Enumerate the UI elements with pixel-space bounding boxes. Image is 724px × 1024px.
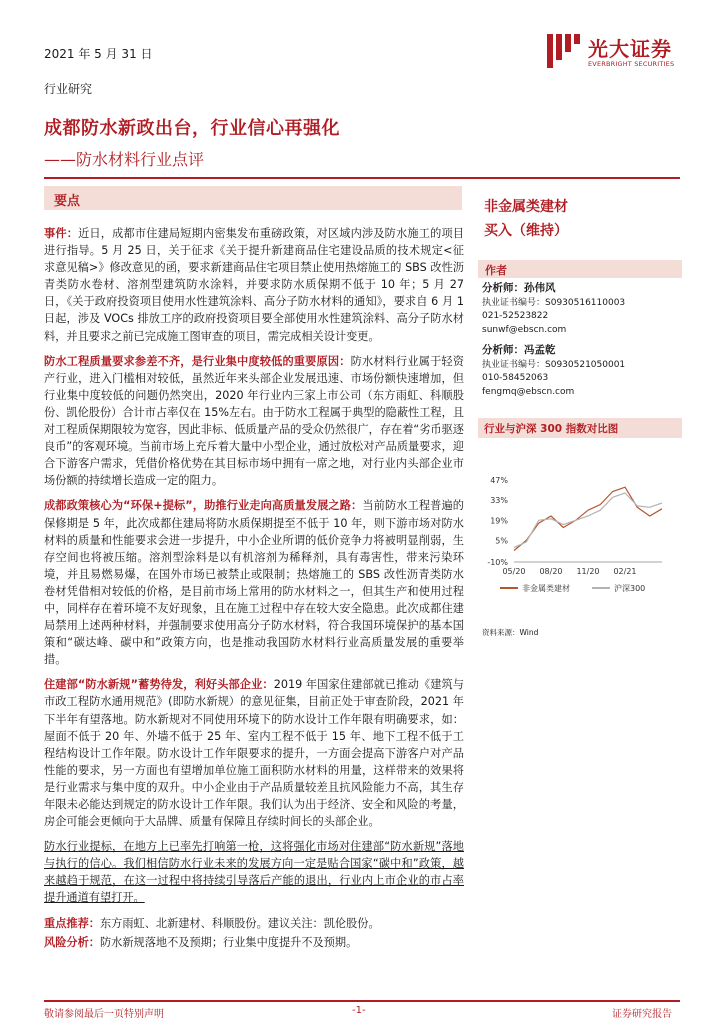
chart-title-band [478,418,682,438]
chart-title: 行业与沪深 300 指数对比图 [484,423,619,435]
y-tick-label: 19% [490,516,508,526]
y-tick-label: 33% [490,496,508,506]
authors-label: 作者 [485,264,507,277]
report-date: 2021 年 5 月 31 日 [44,47,153,61]
paragraph-text: 防水新规落地不及预期；行业集中度提升不及预期。 [99,935,358,949]
paragraph-lead: 成都政策核心为“环保+提标”，助推行业走向高质量发展之路： [44,499,363,513]
rating: 买入（维持） [484,223,568,239]
legend-label: 非金属类建材 [522,584,570,593]
x-tick-label: 11/20 [576,567,600,576]
y-tick-label: -10% [487,558,508,567]
paragraph-quality [44,353,464,490]
y-tick-label: 5% [495,536,508,546]
analyst-cert: 执业证书编号：S0930521050001 [482,359,626,370]
analyst-phone: 021-52523822 [482,311,549,321]
footer-report-type: 证券研究报告 [612,1009,672,1020]
paragraph-lead: 风险分析： [44,935,100,949]
page-number: -1- [352,1005,366,1016]
footer-divider [44,1000,680,1002]
paragraph-lead: 事件： [44,227,79,240]
sector-name: 非金属类建材 [484,199,568,215]
analyst-name: 分析师：孙伟风 [482,282,556,294]
main-body [44,225,464,959]
footer-disclaimer[interactable]: 敬请参阅最后一页特别声明 [44,1009,164,1020]
paragraph-new-rules [44,676,464,830]
paragraph-event [44,225,464,345]
analyst-email[interactable]: fengmq@ebscn.com [482,386,575,397]
paragraph-lead: 防水工程质量要求参差不齐，是行业集中度较低的重要原因： [44,354,351,368]
key-points-label: 要点 [54,194,81,209]
chart-source: 资料来源：Wind [482,628,539,637]
paragraph-text: 东方雨虹、北新建材、科顺股份。建议关注：凯伦股份。 [99,916,380,930]
report-category: 行业研究 [44,82,93,96]
y-tick-label: 47% [490,476,508,485]
page-title: 成都防水新政出台，行业信心再强化 [44,118,340,139]
paragraph-text: 近日，成都市住建局短期内密集发布重磅政策，对区域内涉及防水施工的项目进行指导。5 月 25 日，关于征求《关于提升新建商品住宅建设品质的技术规定<征求意见稿>》修改意见的函，要求新建商品住宅项目禁止使用热熔施工的 SBS 改性沥青类防水卷材、溶剂型建筑防水涂料，并要求防水质保期不低于 10 年；5 月 27 日，《关于政府投资项目使用水性建筑涂料、高分子防水材料的通知》，要求自 6 月 1 日起，涉及 VOCs 排放工序的政府投资项目要全部使用水性建筑涂料、高分子防水材料，并且要求之前已完成施工图审查的项目，需完成相关设计变更。 [44,227,464,343]
logo-text: 光大证券 [588,37,672,61]
legend-label: 沪深300 [614,584,646,593]
series-line-csi300 [514,493,662,548]
paragraph-recommend [44,915,464,932]
series-line-sector [514,487,662,550]
x-tick-label: 02/21 [613,567,637,576]
analyst-email[interactable]: sunwf@ebscn.com [482,324,567,335]
analyst-cert: 执业证书编号：S0930516110003 [482,297,626,308]
paragraph-text: 当前防水工程普遍的保修期是 5 年，此次成都住建局将防水质保期提至不低于 10 年，则下游市场对防水材料的质量和性能要求会进一步提升，中小企业所谓的低价竞争力将被明显削弱，生存空间也将被压缩。溶剂型涂料是以有机溶剂为稀释剂，具有毒害性，带来污染环境，并且易燃易爆，在国外市场已被禁止或限制；热熔施工的 SBS 改性沥青类防水卷材凭借相对较低的价格，是目前市场上常用的防水材料之一，但其生产和使用过程中，同样存在着环境不友好现象，且在施工过程中存在较大安全隐患。此次成都住建局禁用上述两种材料，并强制要求使用高分子防水材料，符合我国环境保护的基本国策和“碳达峰、碳中和”政策方向，也是推动我国防水材料行业高质量发展的重要举措。 [44,499,464,667]
authors-band [478,260,682,278]
paragraph-lead: 重点推荐： [44,916,100,930]
x-tick-label: 08/20 [539,567,563,576]
key-points-band [44,186,462,210]
logo-subtext: EVERBRIGHT SECURITIES [588,60,675,68]
x-tick-label: 05/20 [502,567,526,576]
paragraph-risk [44,934,464,951]
paragraph-conclusion [44,838,464,906]
page-subtitle: ——防水材料行业点评 [44,150,205,169]
header-divider [44,177,680,179]
paragraph-chengdu-policy [44,497,464,668]
analyst-1 [482,282,625,337]
paragraph-lead: 住建部“防水新规”蓄势待发，利好头部企业： [44,678,274,692]
paragraph-text: 防水行业提标，在地方上已率先打响第一枪，这将强化市场对住建部“防水新规”落地与执行的信心。我们相信防水行业未来的发展方向一定是贴合国家“碳中和”政策，越来越趋于规范，在这一过程中将持续引导落后产能的退出，行业内上市企业的市占率提升通道有望打开。 [44,840,464,905]
paragraph-text: 2019 年国家住建部就已推动《建筑与市政工程防水通用规范》(即防水新规）的意见征集，目前正处于审查阶段，2021 年下半年有望落地。防水新规对不同使用环境下的防水设计工作年限有明确要求，如：屋面不低于 20 年、外墙不低于 25 年、室内工程不低于 15 年、地下工程不低于工程结构设计工作年限。防水设计工作年限要求的提升，一方面会提高下游客户对产品性能的要求，另一方面也有望增加单位施工面积防水材料的用量，这样带来的效果将是行业需求与集中度的双升。中小企业由于产品质量较差且抗风险能力不高，其生存年限未必能达到规定的防水设计工作年限。我们认为出于经济、安全和风险的考量，房企可能会更倾向于大品牌、质量有保障且存续时间长的头部企业。 [44,678,464,829]
comparison-chart [478,470,682,622]
analyst-phone: 010-58452063 [482,373,549,383]
analyst-2 [482,344,625,399]
paragraph-text: 防水材料行业属于轻资产行业，进入门槛相对较低，虽然近年来头部企业发展迅速、市场份额快速增加，但行业集中度较低的问题仍然突出，2020 年行业内三家上市公司（东方雨虹、科顺股份、凯伦股份）合计市占率仅在 15%左右。由于防水工程属于典型的隐蔽性工程，且对工程质保期限较为宽容，因此非标、低质量产品的受众仍然很广，存在着“劣币驱逐良币”的客观环境。当前市场上充斥着大量中小型企业，通过放松对产品质量要求，迎合下游客户需求，凭借价格优势在其目标市场中拥有一席之地，对行业内头部企业市场份额的持续增长造成一定的阻力。 [44,354,464,488]
analyst-name: 分析师：冯孟乾 [482,344,556,356]
